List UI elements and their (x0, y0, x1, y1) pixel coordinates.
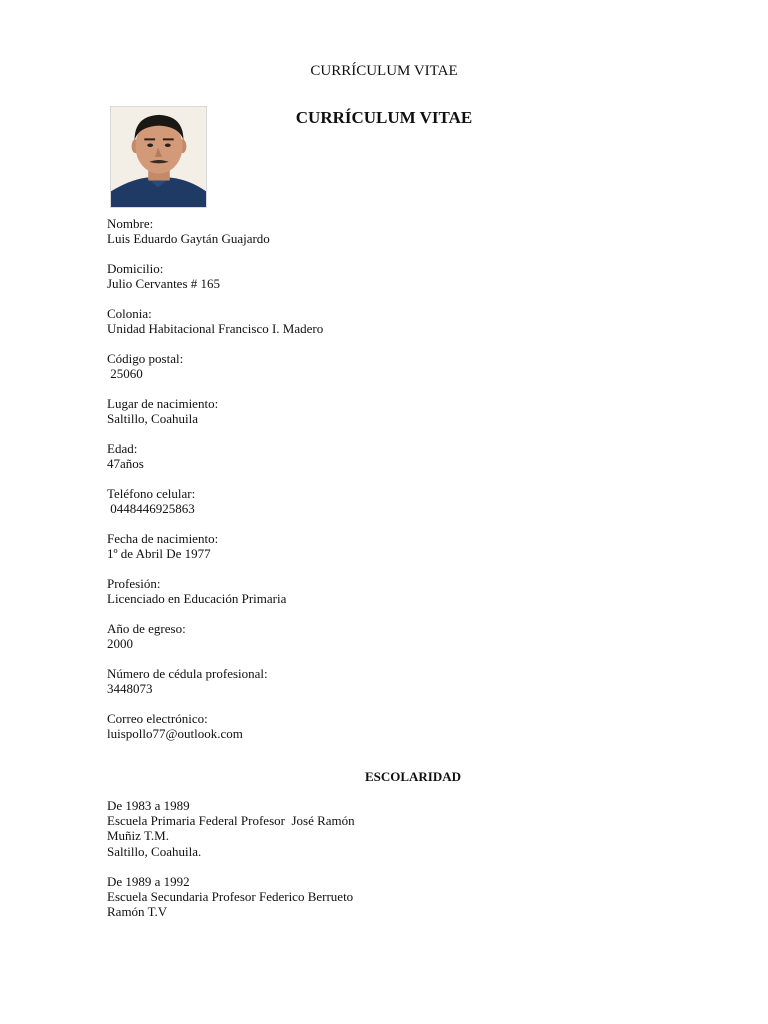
field-label: Número de cédula profesional: (107, 666, 268, 681)
education-period: De 1983 a 1989 (107, 798, 190, 813)
field-value: Licenciado en Educación Primaria (107, 591, 287, 606)
field-label: Fecha de nacimiento: (107, 531, 219, 546)
field-label: Lugar de nacimiento: (107, 396, 219, 411)
field-value: 3448073 (107, 681, 153, 696)
field-label: Correo electrónico: (107, 711, 208, 726)
section-heading-escolaridad: ESCOLARIDAD (364, 769, 462, 784)
field-label: Edad: (107, 441, 138, 456)
education-period: De 1989 a 1992 (107, 873, 190, 889)
field-label: Año de egreso: (107, 621, 186, 636)
field-value: 47años (107, 456, 144, 471)
education-location: Saltillo, Coahuila. (107, 843, 202, 859)
field-label: Teléfono celular: (107, 486, 196, 501)
field-profesion (107, 576, 667, 606)
field-value: 1º de Abril De 1977 (107, 546, 211, 561)
field-anio-egreso (107, 621, 667, 651)
field-colonia (107, 306, 667, 336)
field-nombre (107, 216, 667, 246)
education-school-cont: Muñiz T.M. (107, 828, 169, 844)
education-list (107, 798, 667, 934)
field-value: Luis Eduardo Gaytán Guajardo (107, 231, 270, 246)
education-school: Escuela Secundaria Profesor Federico Berrueto (107, 889, 354, 905)
field-codigo-postal (107, 351, 667, 381)
field-value: Saltillo, Coahuila (107, 411, 198, 426)
page-header: CURRÍCULUM VITAE (310, 63, 458, 79)
field-label: Nombre: (107, 216, 154, 231)
field-edad (107, 441, 667, 471)
field-lugar-nacimiento (107, 396, 667, 426)
field-label: Colonia: (107, 306, 152, 321)
field-value: Julio Cervantes # 165 (107, 276, 221, 291)
document-title: CURRÍCULUM VITAE (295, 108, 473, 127)
field-value: 25060 (107, 366, 143, 381)
field-correo (107, 711, 667, 741)
education-school-cont: Ramón T.V (107, 904, 168, 920)
education-entry (107, 798, 667, 859)
field-fecha-nacimiento (107, 531, 667, 561)
field-label: Código postal: (107, 351, 184, 366)
field-domicilio (107, 261, 667, 291)
education-school: Escuela Primaria Federal Profesor José Ramón (107, 813, 355, 829)
field-cedula (107, 666, 667, 696)
field-value: 2000 (107, 636, 133, 651)
field-label: Domicilio: (107, 261, 164, 276)
field-value: 0448446925863 (107, 501, 195, 516)
field-label: Profesión: (107, 576, 161, 591)
field-telefono (107, 486, 667, 516)
personal-data (107, 216, 667, 756)
education-entry (107, 874, 667, 920)
field-value: luispollo77@outlook.com (107, 726, 243, 741)
field-value: Unidad Habitacional Francisco I. Madero (107, 321, 324, 336)
